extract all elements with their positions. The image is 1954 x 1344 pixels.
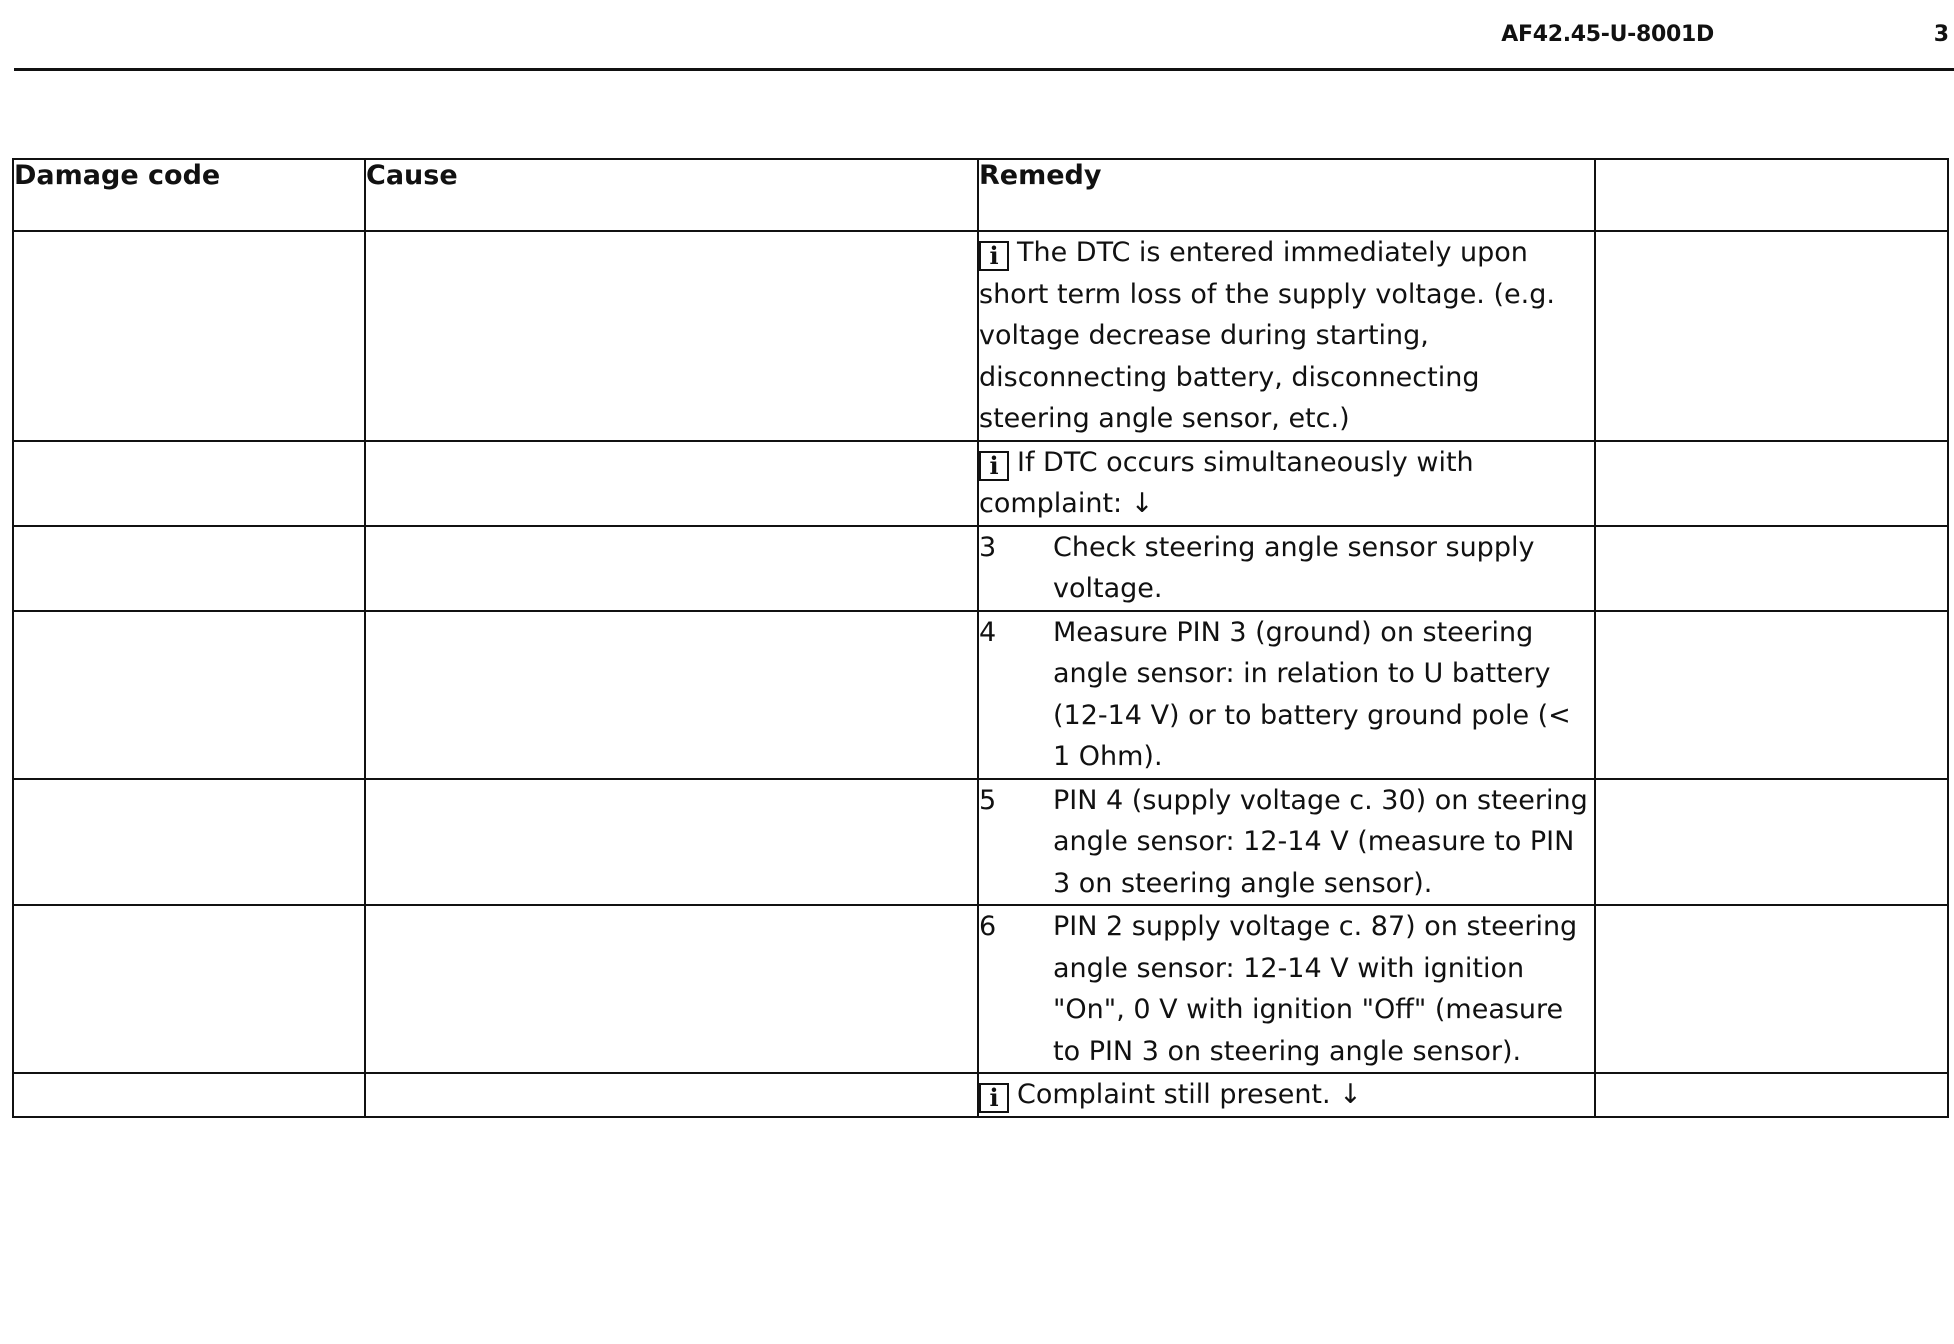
damage-code-cell	[13, 526, 365, 611]
step-text: PIN 4 (supply voltage c. 30) on steering angle sensor: 12-14 V (measure to PIN 3 on steering angle sensor).	[1053, 784, 1588, 899]
cause-cell	[365, 611, 978, 779]
blank-cell	[1595, 779, 1948, 906]
document-id: AF42.45-U-8001D	[1501, 22, 1714, 47]
table-row	[13, 231, 1948, 441]
damage-code-cell	[13, 611, 365, 779]
cause-cell	[365, 231, 978, 441]
step-text: Check steering angle sensor supply voltage.	[1053, 531, 1535, 604]
remedy-step	[979, 527, 1594, 610]
page-header	[0, 0, 1954, 72]
remedy-text: The DTC is entered immediately upon short term loss of the supply voltage. (e.g. voltage decrease during starting, disconnecting battery, disconnecting steering angle sensor, etc.)	[979, 237, 1555, 434]
table-row	[13, 779, 1948, 906]
blank-cell	[1595, 441, 1948, 526]
table-row	[13, 526, 1948, 611]
blank-cell	[1595, 611, 1948, 779]
step-number: 5	[979, 784, 997, 816]
info-icon: i	[979, 241, 1009, 271]
step-number: 3	[979, 531, 997, 563]
fault-table	[12, 158, 1949, 1118]
page-number: 3	[1933, 22, 1949, 47]
table-header-row	[13, 159, 1948, 231]
remedy-text: Complaint still present. ↓	[1017, 1079, 1362, 1110]
remedy-step	[979, 906, 1594, 1072]
remedy-step	[979, 612, 1594, 778]
table-row	[13, 441, 1948, 526]
cause-cell	[365, 526, 978, 611]
remedy-cell	[978, 441, 1595, 526]
remedy-cell	[978, 231, 1595, 441]
table-row	[13, 611, 1948, 779]
header-rule	[14, 68, 1954, 71]
column-header-remedy: Remedy	[978, 159, 1595, 231]
table-row	[13, 905, 1948, 1073]
remedy-cell	[978, 905, 1595, 1073]
remedy-cell	[978, 611, 1595, 779]
remedy-cell	[978, 779, 1595, 906]
column-header-cause: Cause	[365, 159, 978, 231]
damage-code-cell	[13, 779, 365, 906]
damage-code-cell	[13, 905, 365, 1073]
cause-cell	[365, 905, 978, 1073]
step-text: Measure PIN 3 (ground) on steering angle sensor: in relation to U battery (12-14 V) or to battery ground pole (< 1 Ohm).	[1053, 616, 1571, 772]
blank-cell	[1595, 1073, 1948, 1117]
damage-code-cell	[13, 441, 365, 526]
table-row	[13, 1073, 1948, 1117]
remedy-cell	[978, 526, 1595, 611]
remedy-step	[979, 780, 1594, 905]
step-number: 4	[979, 616, 997, 648]
cause-cell	[365, 1073, 978, 1117]
step-number: 6	[979, 911, 997, 942]
cause-cell	[365, 779, 978, 906]
blank-cell	[1595, 905, 1948, 1073]
damage-code-cell	[13, 231, 365, 441]
damage-code-cell	[13, 1073, 365, 1117]
blank-cell	[1595, 526, 1948, 611]
blank-cell	[1595, 231, 1948, 441]
remedy-text: If DTC occurs simultaneously with complaint: ↓	[979, 446, 1474, 519]
info-icon: i	[979, 451, 1009, 481]
cause-cell	[365, 441, 978, 526]
column-header-blank	[1595, 159, 1948, 231]
remedy-cell	[978, 1073, 1595, 1117]
info-icon: i	[979, 1083, 1009, 1113]
step-text: PIN 2 supply voltage c. 87) on steering angle sensor: 12-14 V with ignition "On", 0 V with ignition "Off" (measure to PIN 3 on steering angle sensor).	[1053, 911, 1578, 1067]
column-header-damage-code: Damage code	[13, 159, 365, 231]
